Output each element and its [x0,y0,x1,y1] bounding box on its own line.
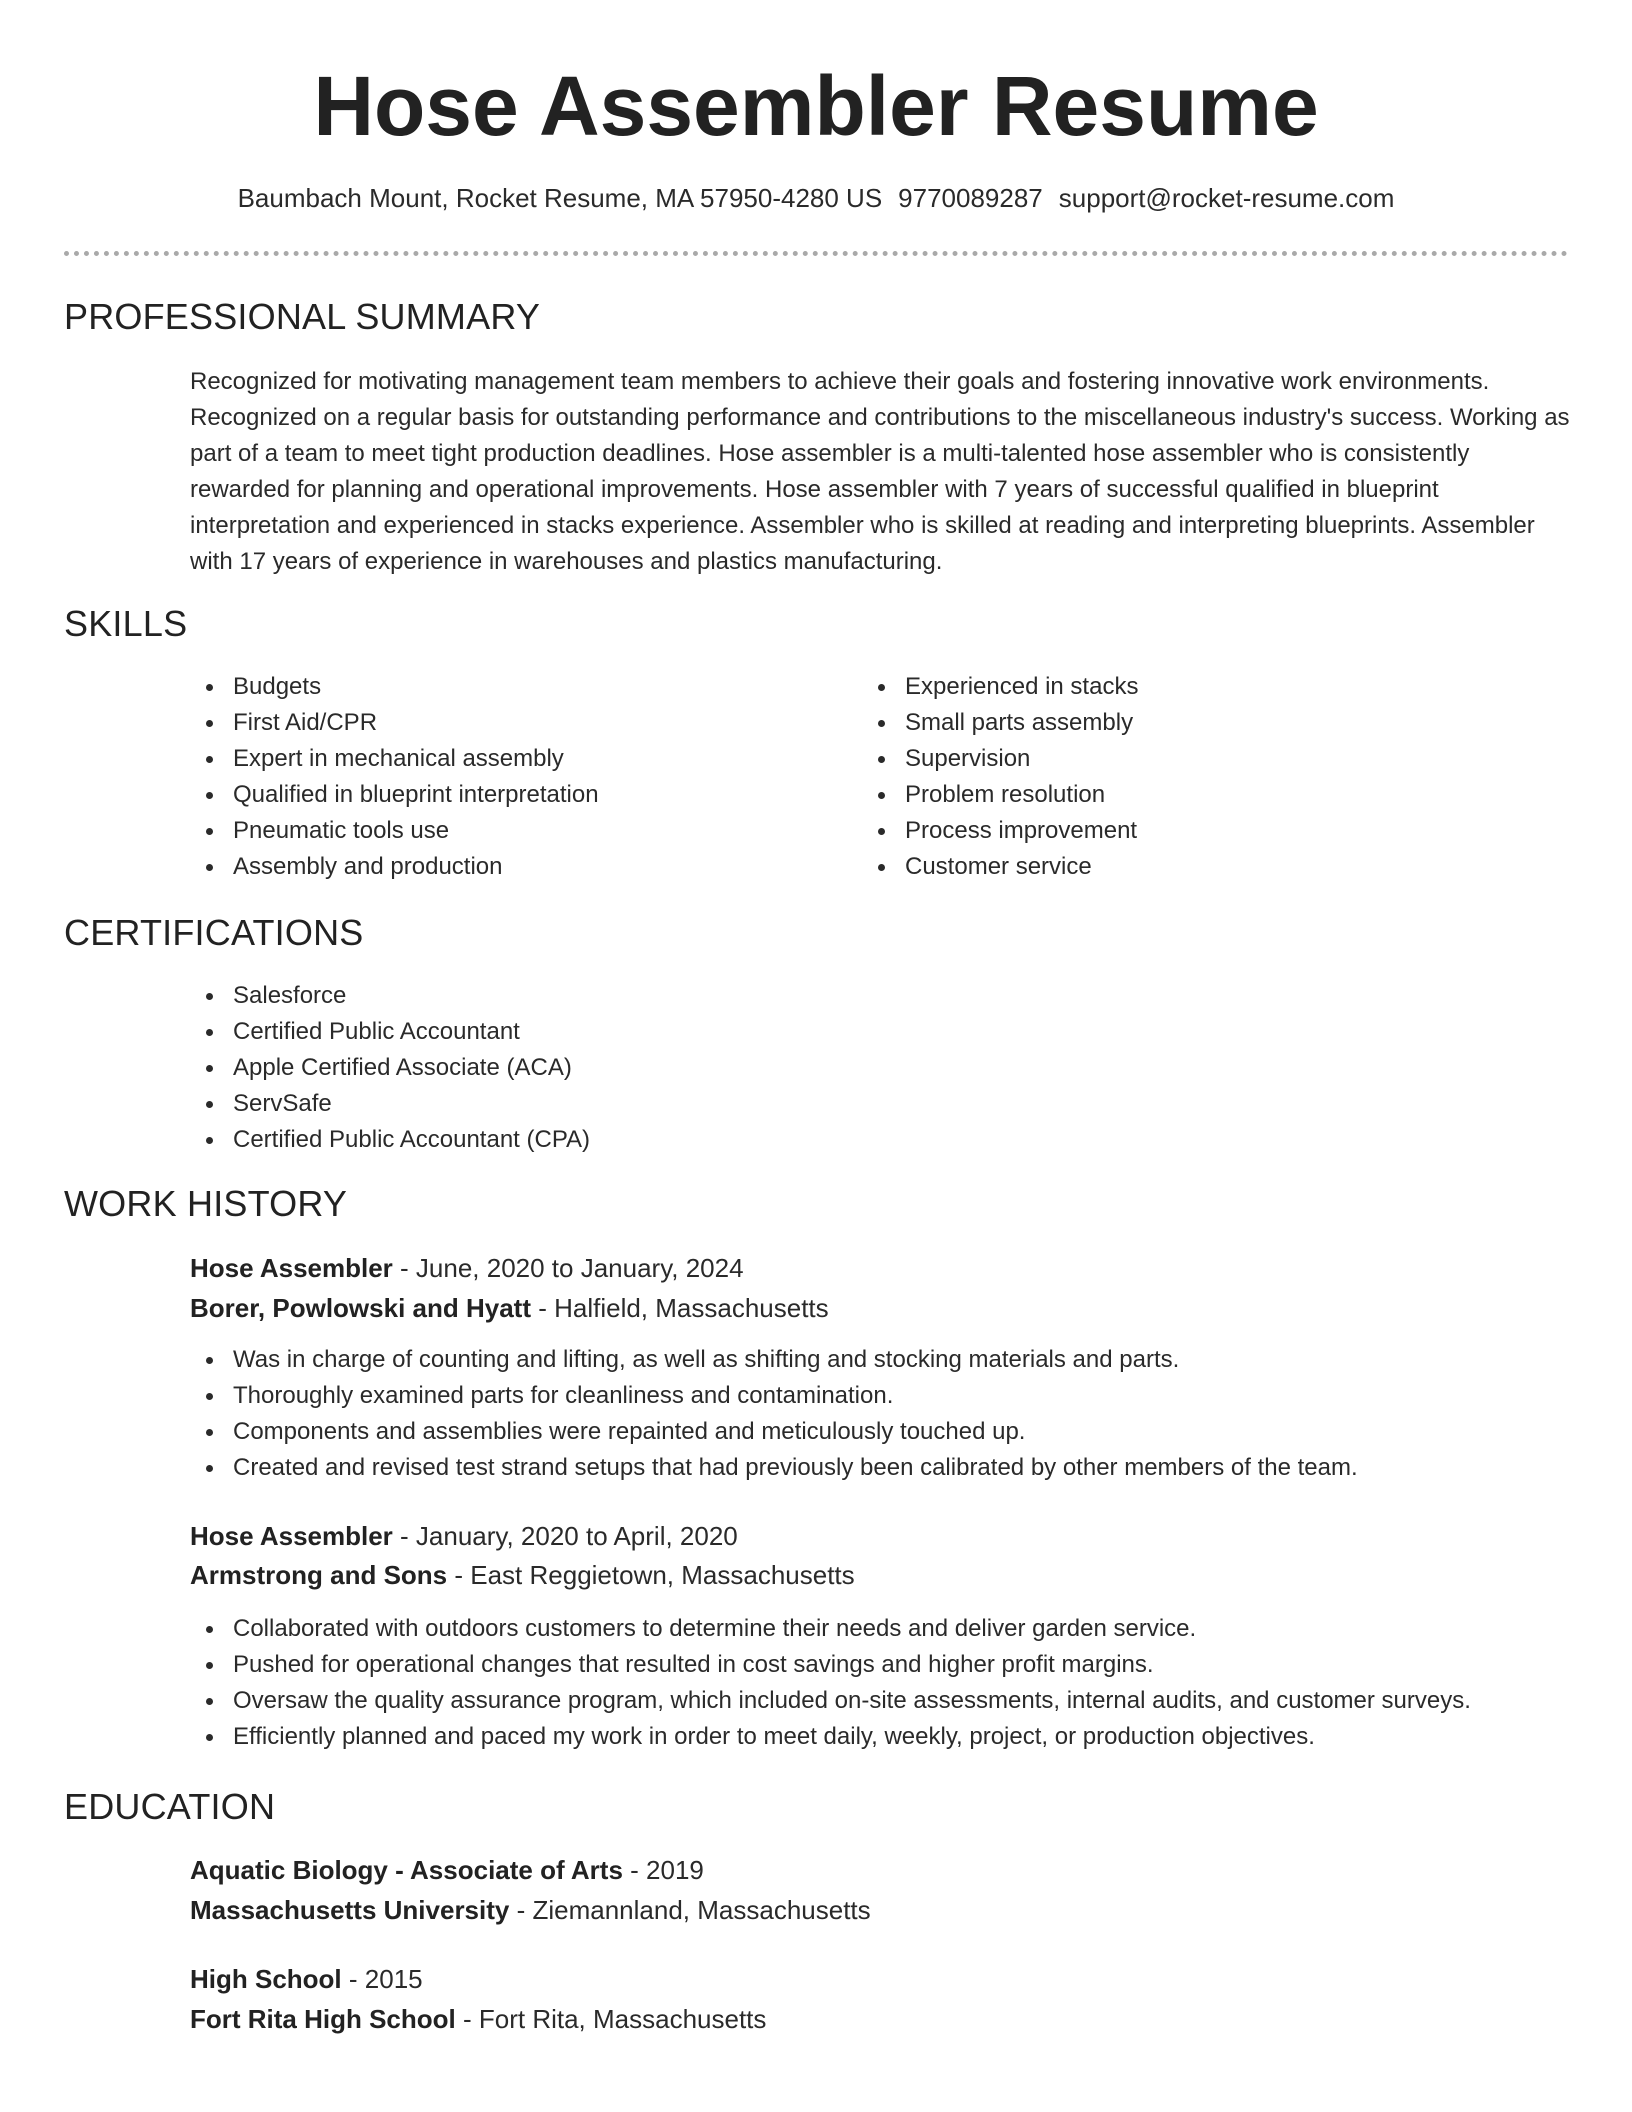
job-title-line [190,1517,738,1555]
skill-item: Small parts assembly [862,705,1138,741]
education-school-line [190,2000,766,2038]
header-divider [64,251,1568,256]
job-dates: - June, 2020 to January, 2024 [392,1253,744,1283]
section-title-certifications: CERTIFICATIONS [64,912,364,953]
skill-item: First Aid/CPR [190,705,599,741]
section-title-summary: PROFESSIONAL SUMMARY [64,296,541,337]
job-title-line [190,1249,744,1287]
job-duties-list [190,1342,1358,1486]
job-location: - Halfield, Massachusetts [530,1293,829,1323]
skill-item: Budgets [190,669,599,705]
education-school: Massachusetts University [190,1895,510,1925]
skills-list-right [862,669,1138,885]
email-text: support@rocket-resume.com [1058,183,1395,213]
job-duty-item: Oversaw the quality assurance program, which included on-site assessments, internal audits, and customer surveys. [190,1683,1471,1719]
job-duty-item: Efficiently planned and paced my work in order to meet daily, weekly, project, or production objectives. [190,1719,1471,1755]
education-school-line [190,1891,871,1929]
certification-item: Salesforce [190,978,590,1014]
job-dates: - January, 2020 to April, 2020 [392,1521,738,1551]
education-year: - 2015 [341,1964,423,1994]
job-duty-item: Components and assemblies were repainted and meticulously touched up. [190,1414,1358,1450]
job-company: Armstrong and Sons [190,1560,448,1590]
section-title-work-history: WORK HISTORY [64,1183,348,1224]
skill-item: Assembly and production [190,849,599,885]
skill-item: Expert in mechanical assembly [190,741,599,777]
education-degree: High School [190,1964,342,1994]
job-location: - East Reggietown, Massachusetts [447,1560,855,1590]
education-location: - Ziemannland, Massachusetts [509,1895,871,1925]
resume-title: Hose Assembler Resume [313,59,1319,153]
skill-item: Pneumatic tools use [190,813,599,849]
skill-item: Problem resolution [862,777,1138,813]
job-duties-list [190,1611,1471,1755]
job-title: Hose Assembler [190,1521,393,1551]
education-degree: Aquatic Biology - Associate of Arts [190,1855,623,1885]
education-year: - 2019 [622,1855,704,1885]
summary-text: Recognized for motivating management team members to achieve their goals and fostering innovative work environments. Recognized on a regular basis for outstanding performance and contributions to the miscellaneous industry's success. Working as part of a team to meet tight production deadlines. Hose assembler is a multi-talented hose assembler who is consistently rewarded for planning and operational improvements. Hose assembler with 7 years of successful qualified in blueprint interpretation and experienced in stacks experience. Assembler who is skilled at reading and interpreting blueprints. Assembler with 17 years of experience in warehouses and plastics manufacturing. [190,368,1570,575]
section-title-education: EDUCATION [64,1786,276,1827]
education-degree-line [190,1851,704,1889]
job-duty-item: Pushed for operational changes that resulted in cost savings and higher profit margins. [190,1647,1471,1683]
job-company: Borer, Powlowski and Hyatt [190,1293,531,1323]
certification-item: Certified Public Accountant [190,1014,590,1050]
skill-item: Process improvement [862,813,1138,849]
job-title: Hose Assembler [190,1253,393,1283]
skill-item: Experienced in stacks [862,669,1138,705]
section-title-skills: SKILLS [64,603,188,644]
phone-text: 9770089287 [898,183,1043,213]
skill-item: Qualified in blueprint interpretation [190,777,599,813]
certification-item: Apple Certified Associate (ACA) [190,1050,590,1086]
contact-line [64,181,1568,215]
certification-item: ServSafe [190,1086,590,1122]
job-duty-item: Was in charge of counting and lifting, as well as shifting and stocking materials and parts. [190,1342,1358,1378]
education-school: Fort Rita High School [190,2004,456,2034]
job-duty-item: Created and revised test strand setups that had previously been calibrated by other members of the team. [190,1450,1358,1486]
education-degree-line [190,1960,423,1998]
skills-list-left [190,669,599,885]
job-company-line [190,1556,855,1594]
address-text: Baumbach Mount, Rocket Resume, MA 57950-4280 US [237,183,883,213]
skill-item: Supervision [862,741,1138,777]
job-duty-item: Thoroughly examined parts for cleanliness and contamination. [190,1378,1358,1414]
education-location: - Fort Rita, Massachusetts [455,2004,767,2034]
certification-item: Certified Public Accountant (CPA) [190,1122,590,1158]
skill-item: Customer service [862,849,1138,885]
certifications-list [190,978,590,1158]
job-duty-item: Collaborated with outdoors customers to determine their needs and deliver garden service. [190,1611,1471,1647]
job-company-line [190,1289,829,1327]
